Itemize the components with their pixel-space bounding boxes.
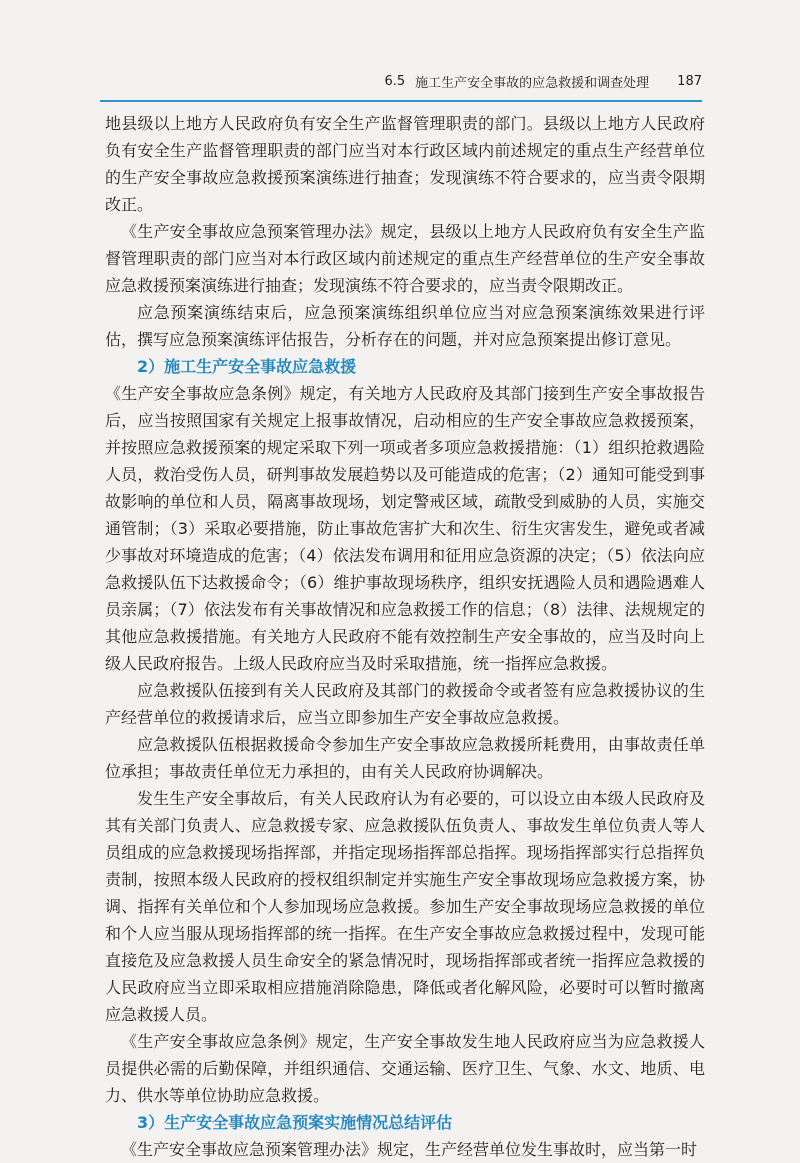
paragraph-3: 应急预案演练结束后，应急预案演练组织单位应当对应急预案演练效果进行评估，撰写应急预案演练评估报告，分析存在的问题，并对应急预案提出修订意见。 <box>105 303 705 349</box>
header-section-title: 施工生产安全事故的应急救援和调查处理 <box>415 76 650 91</box>
paragraph-5: 应急救援队伍接到有关人民政府及其部门的救援命令或者签有应急救援协议的生产经营单位的救援请求后，应当立即参加生产安全事故应急救援。 <box>105 681 705 727</box>
paragraph-8: 《生产安全事故应急条例》规定，生产安全事故发生地人民政府应当为应急救援人员提供必需的后勤保障，并组织通信、交通运输、医疗卫生、气象、水文、地质、电力、供水等单位协助应急救援。 <box>105 1032 705 1105</box>
paragraph-2: 《生产安全事故应急预案管理办法》规定，县级以上地方人民政府负有安全生产监督管理职责的部门应当对本行政区域内前述规定的重点生产经营单位的生产安全事故应急救援预案演练进行抽查；发现演练不符合要求的，应当责令限期改正。 <box>105 222 705 295</box>
page-body <box>105 110 705 1163</box>
running-header <box>100 66 702 102</box>
section-heading-3: 3）生产安全事故应急预案实施情况总结评估 <box>137 1113 453 1132</box>
header-text-group <box>384 72 702 91</box>
section-heading-2: 2）施工生产安全事故应急救援 <box>137 357 357 376</box>
paragraph-6: 应急救援队伍根据救援命令参加生产安全事故应急救援所耗费用，由事故责任单位承担；事故责任单位无力承担的，由有关人民政府协调解决。 <box>105 735 705 781</box>
paragraph-9: 《生产安全事故应急预案管理办法》规定，生产经营单位发生事故时，应当第一时 <box>121 1140 698 1159</box>
paragraph-7: 发生生产安全事故后，有关人民政府认为有必要的，可以设立由本级人民政府及其有关部门负责人、应急救援专家、应急救援队伍负责人、事故发生单位负责人等人员组成的应急救援现场指挥部，并指定现场指挥部总指挥。现场指挥部实行总指挥负责制，按照本级人民政府的授权组织制定并实施生产安全事故现场应急救援方案，协调、指挥有关单位和个人参加现场应急救援。参加生产安全事故现场应急救援的单位和个人应当服从现场指挥部的统一指挥。在生产安全事故应急救援过程中，发现可能直接危及应急救援人员生命安全的紧急情况时，现场指挥部或者统一指挥应急救援的人民政府应当立即采取相应措施消除隐患，降低或者化解风险，必要时可以暂时撤离应急救援人员。 <box>105 789 705 1024</box>
page-number: 187 <box>677 74 702 89</box>
header-section-number: 6.5 <box>384 74 406 89</box>
paragraph-1: 地县级以上地方人民政府负有安全生产监督管理职责的部门。县级以上地方人民政府负有安全生产监督管理职责的部门应当对本行政区域内前述规定的重点生产经营单位的生产安全事故应急救援预案演练进行抽查；发现演练不符合要求的，应当责令限期改正。 <box>105 114 705 214</box>
paragraph-4: 《生产安全事故应急条例》规定，有关地方人民政府及其部门接到生产安全事故报告后，应当按照国家有关规定上报事故情况，启动相应的生产安全事故应急救援预案，并按照应急救援预案的规定采取下列一项或者多项应急救援措施：（1）组织抢救遇险人员，救治受伤人员，研判事故发展趋势以及可能造成的危害；（2）通知可能受到事故影响的单位和人员，隔离事故现场，划定警戒区域，疏散受到威胁的人员，实施交通管制；（3）采取必要措施，防止事故危害扩大和次生、衍生灾害发生，避免或者减少事故对环境造成的危害；（4）依法发布调用和征用应急资源的决定；（5）依法向应急救援队伍下达救援命令；（6）维护事故现场秩序，组织安抚遇险人员和遇险遇难人员亲属；（7）依法发布有关事故情况和应急救援工作的信息；（8）法律、法规规定的其他应急救援措施。有关地方人民政府不能有效控制生产安全事故的，应当及时向上级人民政府报告。上级人民政府应当及时采取措施，统一指挥应急救援。 <box>105 384 705 673</box>
